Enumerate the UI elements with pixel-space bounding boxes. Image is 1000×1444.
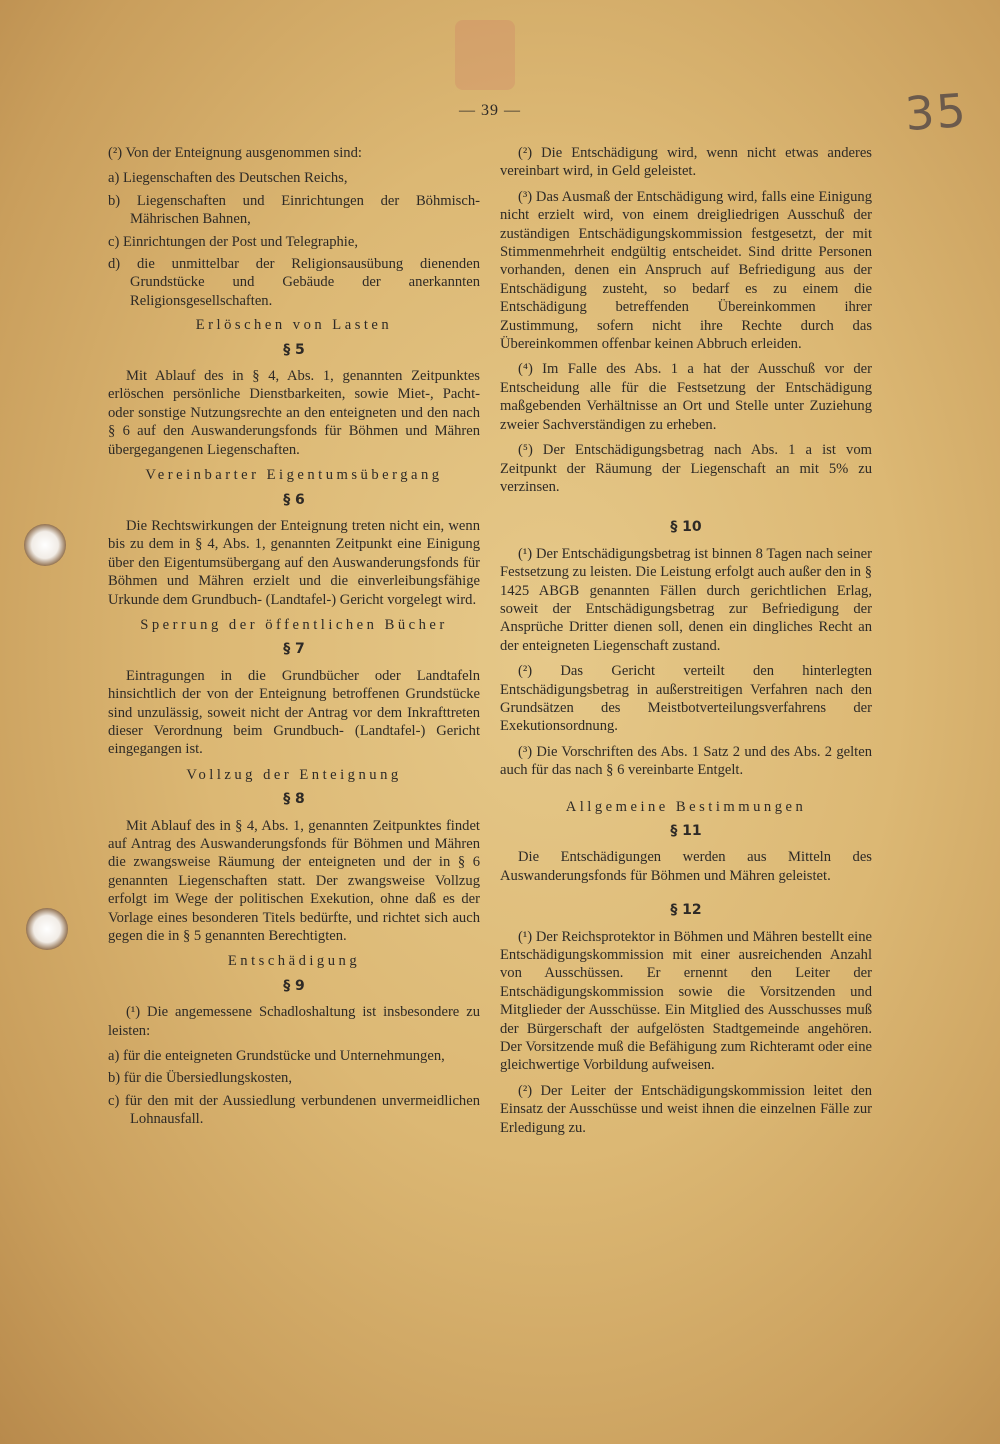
section-heading: Vereinbarter Eigentumsübergang <box>145 467 443 484</box>
list-item: a) Liegenschaften des Deutschen Reichs, <box>108 170 348 187</box>
list-item: b) für die Übersiedlungskosten, <box>108 1070 293 1087</box>
paragraph-text: Mit Ablauf des in § 4, Abs. 1, genannten Zeitpunktes findet auf Antrag des Auswanderungsfonds für Böhmen und Mähren die zwangsweise Räumung der enteigneten und der in § 6 genannten Liegenschaften statt. Der zwangsweise Vollzug erfolgt im Wege der politischen Exekution, ohne daß es der Vorlage eines besonderen Titels bedürfte, und richtet sich auch gegen die in § 5 genannten Berechtigten. <box>108 817 480 945</box>
paragraph-text: (³) Die Vorschriften des Abs. 1 Satz 2 und des Abs. 2 gelten auch für das nach § 6 vereinbarte Entgelt. <box>500 743 872 779</box>
page-number: — 39 — <box>459 102 521 119</box>
paragraph-number: § 7 <box>283 641 305 658</box>
paragraph-text: (¹) Die angemessene Schadloshaltung ist insbesondere zu leisten: <box>108 1004 480 1039</box>
paragraph-number: § 10 <box>670 519 702 536</box>
section-heading: Vollzug der Enteignung <box>186 766 402 783</box>
section-heading: Sperrung der öffentlichen Bücher <box>140 616 448 633</box>
punch-hole-upper <box>24 524 66 566</box>
paragraph-text: (⁴) Im Falle des Abs. 1 a hat der Ausschuß vor der Entscheidung alle für die Festsetzung der Entschädigung maßgebenden Verhältnisse an Ort und Stelle unter Zuziehung zweier Sachverständigen zu erheben. <box>500 361 872 433</box>
paragraph-text: (²) Die Entschädigung wird, wenn nicht etwas anderes vereinbart wird, in Geld geleistet. <box>500 145 872 180</box>
paragraph-text: Die Entschädigungen werden aus Mitteln des Auswanderungsfonds für Böhmen und Mähren geleistet. <box>500 849 872 884</box>
paragraph-text: (¹) Der Reichsprotektor in Böhmen und Mähren bestellt eine Entschädigungskommission mit einer ausreichenden Anzahl von Ausschüssen. Er ernennt den Leiter der Entschädigungskommission sowie die Vorsitzenden und Mitglieder der Ausschüsse. Ein Mitglied des Ausschusses muß der Bürgerschaft der aufgelösten Stadtgemeinde angehören. Der Vorsitzende muß die Befähigung zum Richteramt oder eine gleichwertige Vorbildung aufweisen. <box>500 928 872 1074</box>
list-item: c) für den mit der Aussiedlung verbundenen unvermeidlichen Lohnausfall. <box>108 1092 480 1128</box>
paragraph-number: § 8 <box>283 791 305 808</box>
handwritten-folio-number: 35 <box>903 82 970 142</box>
paragraph-text: Mit Ablauf des in § 4, Abs. 1, genannten Zeitpunktes erlöschen persönliche Dienstbarkeiten, sowie Miet-, Pacht- oder sonstige Nutzungsrechte an den enteigneten und den nach § 6 auf den Auswanderungsfonds für Böhmen und Mähren übergegangenen Liegenschaften. <box>108 368 480 458</box>
section-heading: Allgemeine Bestimmungen <box>565 798 807 815</box>
right-column <box>500 144 872 1144</box>
paragraph-text: (³) Das Ausmaß der Entschädigung wird, falls eine Einigung nicht erzielt wird, von einem dreigliedrigen Ausschuß der zuständigen Entschädigungskommission festgesetzt, der mit Stimmenmehrheit endgültig entscheidet. Sind dritte Personen vorhanden, denen ein Anspruch auf Befriedigung aus der Entschädigung zusteht, so bedarf es zu einem die Entschädigung betreffenden Übereinkommen ihrer Zustimmung, sofern nicht ihre Rechte durch das Übereinkommen offenbar keinen Abbruch erleiden. <box>500 188 872 353</box>
list-item: b) Liegenschaften und Einrichtungen der Böhmisch-Mährischen Bahnen, <box>108 192 480 228</box>
paragraph-text: (²) Der Leiter der Entschädigungskommission leitet den Einsatz der Ausschüsse und weist ihnen die einzelnen Fälle zur Erledigung zu. <box>500 1082 872 1136</box>
paragraph-text: (¹) Der Entschädigungsbetrag ist binnen 8 Tagen nach seiner Festsetzung zu leisten. Die Leistung erfolgt auch außer den in § 1425 ABGB genannten Fällen durch gerichtlichen Erlag, soweit der Entschädigungsbetrag zur Befriedigung der Ansprüche Dritter dienen soll, denen ein dingliches Recht an der enteigneten Liegenschaft zustand. <box>500 545 872 654</box>
list-item: c) Einrichtungen der Post und Telegraphie, <box>108 233 358 250</box>
paragraph-number: § 5 <box>283 341 305 358</box>
paragraph-number: § 9 <box>283 977 305 994</box>
paragraph-text: (⁵) Der Entschädigungsbetrag nach Abs. 1 a ist vom Zeitpunkt der Räumung der Liegenschaft an mit 5% zu verzinsen. <box>500 442 872 495</box>
paragraph-text: Eintragungen in die Grundbücher oder Landtafeln hinsichtlich der von der Enteignung betroffenen Grundstücke sind unzulässig, soweit nicht der Antrag vor dem Inkrafttreten dieser Verordnung beim Grundbuch- (Landtafel-) Gericht eingegangen ist. <box>108 667 480 758</box>
section-heading: Entschädigung <box>227 953 361 970</box>
paragraph-number: § 6 <box>283 491 305 508</box>
paragraph-text: (²) Das Gericht verteilt den hinterlegten Entschädigungsbetrag in außerstreitigen Verfahren nach den Grundsätzen des Meistbotverteilungsverfahrens der Exekutionsordnung. <box>500 663 872 735</box>
punch-hole-lower <box>26 908 68 950</box>
paragraph-number: § 12 <box>670 902 702 919</box>
left-column <box>108 144 480 1133</box>
red-stamp-mark <box>455 20 515 90</box>
section-heading: Erlöschen von Lasten <box>195 317 393 334</box>
exemptions-intro: (²) Von der Enteignung ausgenommen sind: <box>108 145 362 161</box>
list-item: d) die unmittelbar der Religionsausübung dienenden Grundstücke und Gebäude der anerkannten Religionsgesellschaften. <box>108 256 480 309</box>
paragraph-number: § 11 <box>670 823 702 839</box>
list-item: a) für die enteigneten Grundstücke und Unternehmungen, <box>108 1048 445 1065</box>
paragraph-text: Die Rechtswirkungen der Enteignung treten nicht ein, wenn bis zu dem in § 4, Abs. 1, genannten Zeitpunkt eine Einigung über den Eigentumsübergang auf den Auswanderungsfonds für Böhmen und Mähren erzielt und die einverleibungsfähige Urkunde dem Grundbuch- (Landtafel-) Gericht vorgelegt wird. <box>108 517 480 608</box>
